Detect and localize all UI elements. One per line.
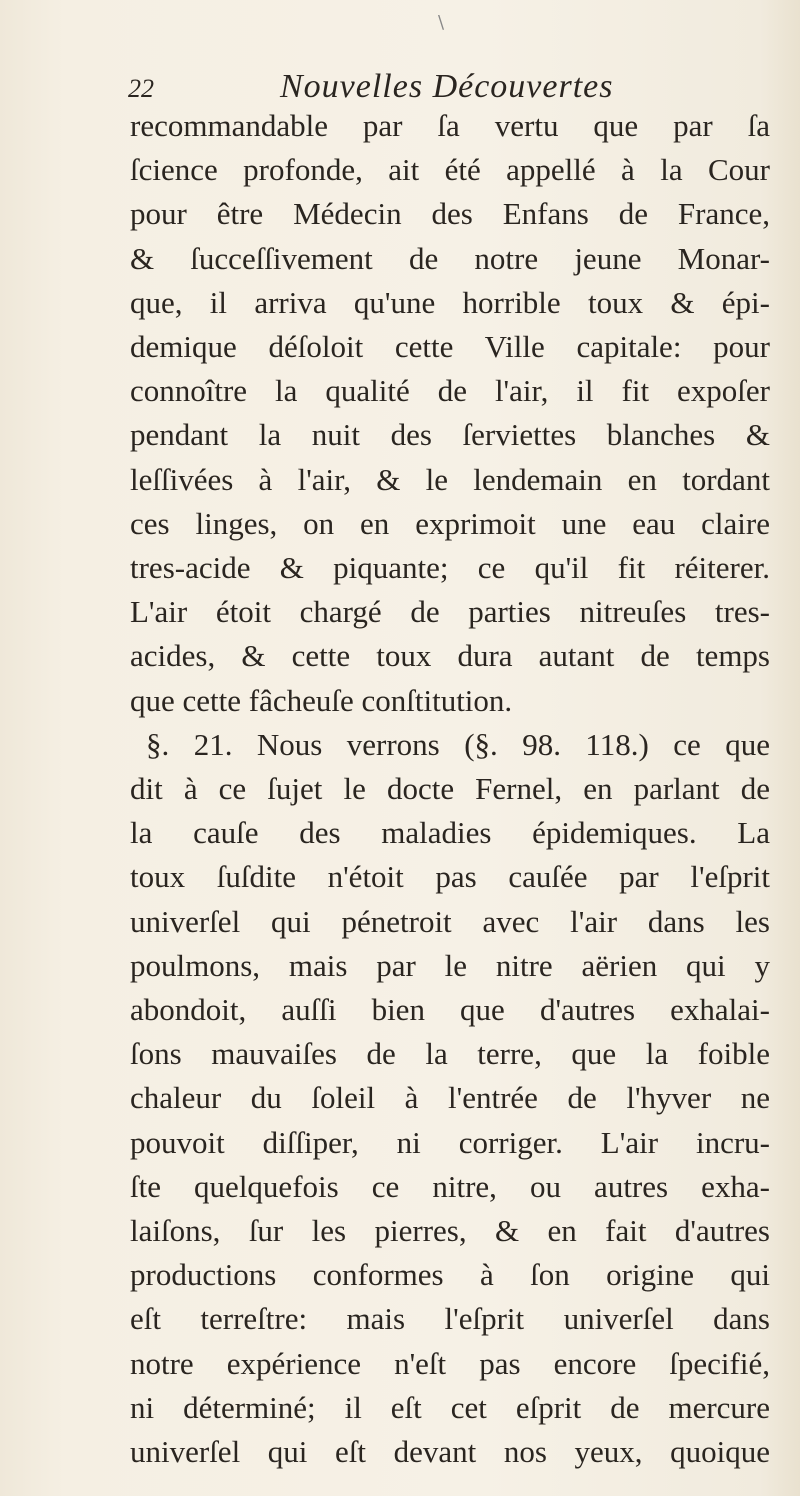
text-line: leſſivées à l'air, & le lendemain en tordant [130, 461, 770, 497]
page-number: 22 [128, 74, 154, 103]
text-line: chaleur du ſoleil à l'entrée de l'hyver ne [130, 1080, 770, 1116]
text-line: pour être Médecin des Enfans de France, [130, 196, 770, 232]
text-line: & ſucceſſivement de notre jeune Monar- [130, 240, 770, 276]
text-line: recommandable par ſa vertu que par ſa [130, 108, 770, 143]
text-line: abondoit, auſſi bien que d'autres exhalai- [130, 992, 770, 1028]
text-line: ſons mauvaiſes de la terre, que la foible [130, 1036, 770, 1072]
text-line: dit à ce ſujet le docte Fernel, en parlant de [130, 771, 770, 807]
text-line: productions conformes à ſon origine qui [130, 1257, 770, 1293]
text-line: ſcience profonde, ait été appellé à la Cour [130, 152, 770, 188]
running-title: Nouvelles Découvertes [280, 68, 614, 105]
text-line: acides, & cette toux dura autant de temps [130, 638, 770, 674]
text-line: univerſel qui pénetroit avec l'air dans les [130, 903, 770, 939]
text-line: pendant la nuit des ſerviettes blanches & [130, 417, 770, 453]
text-line: notre expérience n'eſt pas encore ſpecifié, [130, 1345, 770, 1381]
text-line: univerſel qui eſt devant nos yeux, quoique [130, 1434, 770, 1470]
text-line: L'air étoit chargé de parties nitreuſes tres- [130, 594, 770, 630]
text-line: §. 21. Nous verrons (§. 98. 118.) ce que [146, 726, 770, 762]
text-line: ſte quelquefois ce nitre, ou autres exha- [130, 1168, 770, 1204]
text-line: ces linges, on en exprimoit une eau claire [130, 505, 770, 541]
margin-mark: \ [438, 12, 445, 33]
body-text [130, 104, 770, 1474]
text-line: que cette fâcheuſe conſtitution. [130, 682, 513, 718]
text-line: eſt terreſtre: mais l'eſprit univerſel dans [130, 1301, 770, 1337]
text-line: que, il arriva qu'une horrible toux & épi- [130, 284, 770, 320]
text-line: tres-acide & piquante; ce qu'il fit réiterer. [130, 550, 770, 586]
text-line: pouvoit diſſiper, ni corriger. L'air incru- [130, 1124, 770, 1160]
text-line: demique déſoloit cette Ville capitale: pour [130, 329, 770, 365]
text-line: la cauſe des maladies épidemiques. La [130, 815, 770, 851]
text-line: poulmons, mais par le nitre aërien qui y [130, 947, 770, 983]
text-line: connoître la qualité de l'air, il fit expoſer [130, 373, 770, 409]
text-line: toux ſuſdite n'étoit pas cauſée par l'eſprit [130, 859, 770, 895]
text-line: ni déterminé; il eſt cet eſprit de mercure [130, 1389, 770, 1425]
text-line: laiſons, ſur les pierres, & en fait d'autres [130, 1213, 770, 1249]
